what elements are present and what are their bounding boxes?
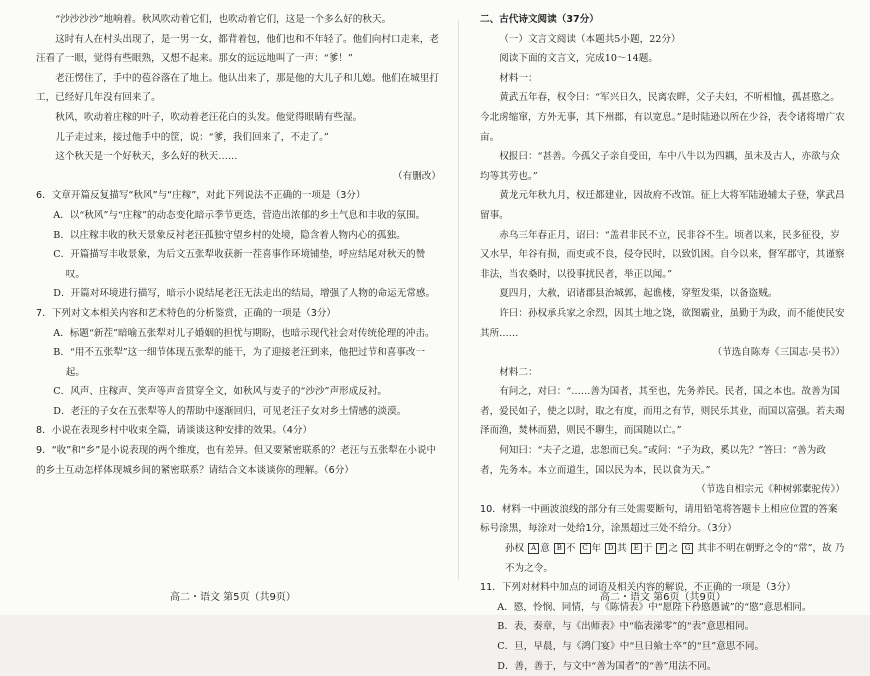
classical-paragraph: 何知曰：“夫子之道，忠恕而已矣。”或问：“子为政，奚以先？”答曰：“善为政者，先务本。本立而道生，国以民为本，民以食为天。”: [480, 445, 826, 476]
right-column: [480, 10, 845, 676]
classical-paragraph: 夏四月，大赦，诏诸郡县治城郭，起谯楼，穿堑发渠，以备盗贼。: [499, 288, 778, 300]
classical-paragraph: 有问之，对曰：“……善为国者，其至也，先务养民。民者，国之本也。故善为国者，爱民如子，使之以时，取之有度，而用之有节，则民乐其业，而国以富强。若夫竭泽而渔，焚林而猎，则民不聊生，而国随以亡。”: [480, 386, 845, 437]
subsection-title: （一）文言文阅读（本题共5小题，22分）: [499, 33, 681, 45]
question-9: 9．“收”和“乡”是小说表现的两个维度，也有差异。但又要紧密联系的？老汪与五张犁在小说中的乡土互动怎样体现城乡间的紧密联系？请结合文本谈谈你的理解。（6分）: [36, 445, 437, 476]
classical-paragraph: 黄龙元年秋九月，权迁都建业，因故府不改馆。征上大将军陆逊辅太子登，掌武昌留事。: [480, 190, 845, 221]
footer-page-left: 高二・语文 第5页（共9页）: [170, 592, 296, 603]
material-1-label: 材料一：: [499, 72, 538, 84]
question-7-stem: 7．下列对文本相关内容和艺术特色的分析鉴赏，正确的一项是（3分）: [36, 307, 337, 319]
question-7-option-b: B．“用不五张犁”这一细节体现五张犁的能干，为了迎接老汪到来，他把过节和喜事改一起。: [53, 347, 426, 378]
story-source: （有删改）: [393, 170, 441, 182]
question-10-line-prefix: 孙权: [504, 543, 525, 555]
question-11-option-b: B．表，奏章，与《出师表》中“临表涕零”的“表”意思相同。: [497, 621, 755, 633]
story-paragraph: 这时有人在村头出现了，是一男一女，都背着包，他们也和不年轻了。他们向村口走来，老汪看了一眼，觉得有些眼熟，又想不起来。那女的远远地叫了一声：“爹！”: [36, 33, 439, 65]
question-11-option-d: D．善，善于，与文中“善为国者”的“善”用法不同。: [497, 660, 717, 672]
classical-paragraph: 赤乌三年春正月，诏曰：“盖君非民不立，民非谷不生。顷者以来，民多征役，岁又水旱，年谷有损，而吏或不良，侵夺民时，以致饥困。自今以来，督军郡守，其谨察非法，当农桑时，以役事扰民者，举正以闻。”: [480, 229, 845, 280]
material-2-source: （节选自相宗元《种树郭橐驼传》）: [696, 484, 845, 496]
page-divider: [458, 20, 459, 580]
question-11-stem: 11．下列对材料中加点的词语及相关内容的解说，不正确的一项是（3分）: [480, 582, 796, 594]
reading-instruction: 阅读下面的文言文，完成10～14题。: [499, 53, 658, 65]
question-7-option-a: A．标题“新茬”暗喻五张犁对儿子婚姻的担忧与期盼，也暗示现代社会对传统伦理的冲击。: [53, 327, 435, 339]
question-6-option-c: C．开篇描写丰收景象，为后文五张犁收获新一茬喜事作环境铺垫，呼应结尾对秋天的赞叹。: [53, 249, 426, 280]
answer-box-d[interactable]: D: [605, 543, 616, 554]
question-11-option-c: C．旦，早晨，与《鸿门宴》中“旦日飨士卒”的“旦”意思不同。: [497, 641, 765, 652]
section-title: 二、古代诗文阅读（37分）: [480, 14, 599, 25]
story-paragraph: 儿子走过来，接过他手中的筐，说：“爹，我们回来了，不走了。”: [55, 131, 329, 143]
answer-box-a[interactable]: A: [528, 543, 539, 554]
classical-paragraph: 权报曰：“甚善。今孤父子亲自受田，车中八牛以为四耦，虽未及古人，亦欲与众均等其劳也。”: [480, 151, 840, 182]
question-8: 8．小说在表现乡村中收束全篇，请谈谈这种安排的效果。（4分）: [36, 425, 313, 437]
question-10-stem: 10．材料一中画波浪线的部分有三处需要断句，请用铅笔将答题卡上相应位置的答案标号涂黑，每涂对一处给1分，涂黑超过三处不给分。（3分）: [480, 503, 838, 535]
question-11-option-a: A．愍，怜悯、同情，与《陈情表》中“愿陛下矜愍愚诚”的“愍”意思相同。: [497, 601, 812, 613]
question-7-option-d: D．老汪的子女在五张犁等人的帮助中逐渐回归，可见老汪子女对乡土情感的淡漠。: [53, 405, 407, 417]
answer-box-c[interactable]: C: [580, 543, 591, 554]
question-6-stem: 6．文章开篇反复描写“秋风”与“庄稼”，对此下列说法不正确的一项是（3分）: [36, 190, 366, 202]
question-10-line-suffix: 其非不明在朝野之令的“常”，故 乃不为之令。: [504, 543, 845, 574]
answer-box-b[interactable]: B: [554, 543, 565, 554]
footer-page-right: 高二・语文 第6页（共9页）: [600, 592, 726, 603]
answer-box-e[interactable]: E: [631, 543, 642, 554]
question-6-option-b: B．以庄稼丰收的秋天景象反衬老汪孤独守望乡村的处境，隐含着人物内心的孤独。: [53, 229, 406, 241]
question-10-line: 孙权 A 意 B 不 C 年 D 其 E 于 F 之 G 其非不明在朝野之令的“常”，故 乃不为之令。: [504, 543, 845, 574]
story-paragraph: 秋风，吹动着庄稼的叶子，吹动着老汪花白的头发。他觉得眼睛有些湿。: [55, 111, 363, 123]
material-1-source: （节选自陈寿《三国志·吴书》）: [712, 347, 845, 359]
story-paragraph: “沙沙沙沙”地响着。秋风吹动着它们，也吹动着它们，这是一个多么好的秋天。: [55, 14, 392, 25]
answer-box-g[interactable]: G: [682, 543, 693, 554]
question-7-option-c: C．风声、庄稼声、笑声等声音贯穿全文，如秋风与麦子的“沙沙”声形成反衬。: [53, 386, 388, 398]
classical-paragraph: 黄武五年春，权令曰：“军兴日久，民离农畔，父子夫妇，不听相恤，孤甚愍之。今北虏缩窜，方外无事，其下州郡，有以宽息。”是时陆逊以所在少谷，表令诸将增广农亩。: [480, 92, 845, 143]
material-2-label: 材料二：: [499, 366, 538, 378]
story-paragraph: 这个秋天是一个好秋天，多么好的秋天……: [55, 151, 238, 163]
answer-box-f[interactable]: F: [656, 543, 667, 554]
left-column: [36, 10, 441, 480]
question-6-option-d: D．开篇对环境进行描写，暗示小说结尾老汪无法走出的结局，增强了人物的命运无常感。: [53, 288, 436, 300]
question-6-option-a: A．以“秋风”与“庄稼”的动态变化暗示季节更迭，营造出浓郁的乡土气息和丰收的氛围。: [53, 209, 426, 221]
classical-note: 许曰：孙权承兵家之余烈，因其土地之饶，欲图霸业，虽勤于为政，而不能使民安其所……: [480, 307, 845, 339]
story-paragraph: 老汪愣住了，手中的苞谷落在了地上。他认出来了，那是他的大儿子和儿媳。他们在城里打工，已经好几年没有回来了。: [36, 72, 439, 104]
